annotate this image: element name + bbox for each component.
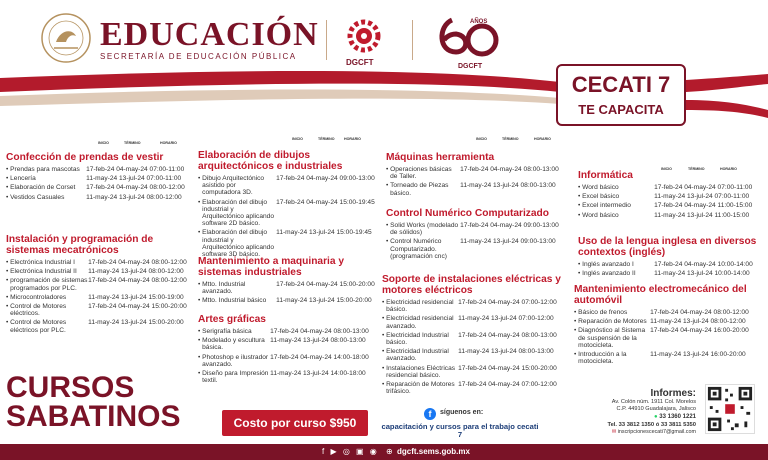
bullet-icon: • (578, 211, 583, 219)
course-dates: 11-may-24 13-jul-24 08:00-12:00 (88, 268, 184, 276)
course-name: Electricidad Industrial avanzado. (386, 348, 449, 363)
course-dates: 11-may-24 13-jul-24 09:00-13:00 (460, 238, 556, 246)
bullet-icon: • (382, 299, 387, 306)
col-header-horario: HORARIO (160, 141, 177, 145)
cursos-sabatinos-title (6, 373, 180, 431)
divider (326, 20, 327, 60)
page-subtitle: SECRETARÍA DE EDUCACIÓN PÚBLICA (100, 52, 297, 61)
course-dates: 17-feb-24 04-may-24 15:00-20:00 (276, 281, 375, 288)
course-dates: 11-may-24 13-jul-24 08:00-12:00 (650, 318, 746, 326)
course-name: Electricidad residencial avanzado. (386, 315, 454, 330)
bullet-icon: • (578, 270, 583, 278)
course-row (574, 327, 764, 349)
course-section (198, 150, 384, 260)
anos-dgcft-label: DGCFT (458, 63, 483, 70)
course-row (6, 319, 196, 333)
col-header-termino: TÉRMINO (502, 137, 519, 141)
course-name: Excel intermedio (582, 202, 631, 210)
course-dates: 11-may-24 13-jul-24 15:00-20:00 (276, 297, 372, 305)
course-row (198, 229, 384, 258)
course-name: Photoshop e ilustrador avanzado. (202, 353, 269, 368)
price-badge: Costo por curso $950 (222, 410, 368, 436)
informes-address-2: C.P. 44910 Guadalajara, Jalisco (616, 406, 696, 412)
globe-icon: ⊕ (386, 447, 393, 456)
course-section (6, 152, 192, 203)
course-dates: 17-feb-24 04-may-24 11:00-15:00 (654, 202, 753, 210)
course-row (382, 332, 572, 346)
section-title: Control Numérico Computarizado (386, 208, 550, 219)
section-title: Soporte de instalaciones eléctricas y motores eléctricos (382, 274, 561, 296)
course-row (6, 277, 196, 291)
course-dates: 11-may-24 13-jul-24 08:00-13:00 (460, 182, 556, 190)
bullet-icon: • (198, 281, 203, 288)
bullet-icon: • (386, 238, 391, 246)
course-name: Inglés avanzado II (582, 270, 636, 278)
section-title: Mantenimiento electromecánico del automóvil (574, 284, 747, 306)
course-name: Electricidad Industrial básico. (386, 331, 449, 347)
bullet-icon: • (574, 318, 579, 326)
course-section (198, 256, 387, 307)
course-dates: 11-may-24 13-jul-24 10:00-14:00 (654, 270, 750, 278)
course-dates: 17-feb-24 04-may-24 07:00-11:00 (654, 184, 753, 191)
course-row (6, 166, 192, 173)
course-name: Electricidad residencial básico. (386, 299, 454, 314)
course-dates: 11-may-24 13-jul-24 08:00-12:00 (86, 193, 182, 201)
col-header-inicio: INICIO (476, 137, 487, 141)
bullet-icon: • (198, 337, 203, 345)
course-row (578, 193, 764, 200)
course-row (382, 365, 572, 379)
footer-url-link[interactable]: dgcft.sems.gob.mx (397, 447, 470, 456)
course-name: Lencería (10, 175, 36, 183)
course-row (6, 268, 196, 275)
course-section (6, 234, 196, 336)
course-name: Control Numérico Computarizado. (programación cnc) (390, 238, 447, 260)
cecati-subtitle: TE CAPACITA (578, 102, 664, 117)
bullet-icon: • (6, 175, 11, 183)
course-section (386, 152, 572, 199)
course-row (386, 238, 572, 260)
dgcft-label: DGCFT (346, 58, 374, 67)
course-row (382, 348, 572, 362)
course-row (382, 315, 572, 329)
bullet-icon: • (198, 229, 203, 237)
informes-title: Informes: (650, 388, 696, 399)
course-name: Mtto. Industrial avanzado. (202, 281, 246, 296)
course-row (6, 194, 192, 201)
course-dates: 11-may-24 13-jul-24 11:00-15:00 (654, 211, 750, 219)
bullet-icon: • (198, 370, 203, 378)
section-title: Elaboración de dibujos arquitectónicos e industriales (198, 150, 343, 172)
course-name: Control de Motores eléctricos. (10, 303, 67, 318)
section-title: Instalación y programación de sistemas mecatrónicos (6, 234, 154, 256)
course-dates: 11-may-24 13-jul-24 08:00-13:00 (458, 348, 554, 356)
facebook-icon[interactable]: f (424, 408, 436, 420)
col-header-inicio: INICIO (292, 137, 303, 141)
course-name: Control de Motores eléctricos por PLC. (10, 319, 67, 334)
course-dates: 17-feb-24 04-may-24 15:00-20:00 (458, 364, 557, 372)
bullet-icon: • (382, 364, 387, 372)
course-row (198, 337, 384, 351)
bullet-icon: • (578, 184, 583, 191)
course-section (574, 284, 764, 367)
course-section (198, 314, 387, 389)
section-title: Confección de prendas de vestir (6, 152, 164, 163)
course-dates: 17-feb-24 04-may-24 07:00-11:00 (86, 166, 185, 173)
bullet-icon: • (574, 309, 579, 316)
course-dates: 11-may-24 13-jul-24 14:00-18:00 (270, 370, 366, 378)
course-row (386, 222, 572, 236)
course-name: Prendas para mascotas (10, 166, 80, 173)
bullet-icon: • (578, 193, 583, 201)
course-name: Instalaciones Eléctricas residencial básico. (386, 364, 456, 379)
bullet-icon: • (6, 268, 11, 276)
col-header-horario: HORARIO (534, 137, 551, 141)
course-dates: 17-feb-24 04-may-24 10:00-14:00 (654, 261, 753, 268)
course-row (6, 175, 192, 182)
course-name: Elaboración del dibujo industrial y Arquitectónico aplicando software 2D básico. (202, 198, 274, 228)
course-row (382, 299, 572, 313)
course-name: Electrónica Industrial II (10, 268, 77, 276)
course-row (382, 381, 572, 395)
course-row (578, 184, 764, 191)
sabatinos-line: SABATINOS (6, 400, 181, 433)
course-dates: 11-may-24 13-jul-24 15:00-19:00 (88, 293, 184, 301)
course-row (198, 370, 384, 384)
course-dates: 11-may-24 13-jul-24 15:00-20:00 (88, 319, 184, 327)
bullet-icon: • (382, 331, 387, 339)
course-dates: 17-feb-24 04-may-24 08:00-12:00 (650, 309, 749, 316)
course-row (198, 328, 384, 335)
footer-social-icons[interactable]: f ▶ ◎ ▣ ◉ (322, 447, 379, 456)
course-name: Modelado y escultura básica. (202, 337, 265, 352)
course-dates: 11-may-24 13-jul-24 08:00-13:00 (270, 337, 366, 345)
course-row (198, 354, 384, 368)
course-dates: 17-feb-24 04-may-24 08:00-12:00 (88, 277, 187, 285)
course-name: Vestidos Casuales (10, 193, 65, 201)
course-row (198, 175, 384, 197)
course-dates: 17-feb-24 04-may-24 09:00-13:00 (460, 222, 559, 229)
bullet-icon: • (198, 297, 203, 305)
siguenos-label: síguenos en: (440, 409, 484, 416)
footer-bar (0, 444, 768, 460)
cecati-title: CECATI 7 (571, 72, 671, 97)
course-name: Reparación de Motores trifásico. (386, 381, 455, 396)
section-title: Informática (578, 170, 633, 181)
course-dates: 11-may-24 13-jul-24 07:00-11:00 (654, 193, 750, 201)
mail-icon: ✉ (611, 429, 617, 435)
informes-phones: Tel. 33 3812 1350 ó 33 3811 5350 (607, 422, 696, 428)
course-name: Word básico (582, 211, 619, 219)
course-name: Básico de frenos (578, 309, 628, 316)
col-header-horario: HORARIO (344, 137, 361, 141)
course-dates: 11-may-24 13-jul-24 07:00-11:00 (86, 175, 182, 183)
course-dates: 11-may-24 13-jul-24 16:00-20:00 (650, 351, 746, 359)
divider (412, 20, 413, 60)
section-title: Artes gráficas (198, 314, 266, 325)
bullet-icon: • (198, 328, 203, 335)
course-row (578, 212, 764, 219)
course-dates: 17-feb-24 04-may-24 07:00-12:00 (458, 381, 557, 389)
course-section (386, 208, 572, 262)
col-header-termino: TÉRMINO (318, 137, 335, 141)
course-row (6, 259, 196, 266)
course-row (198, 199, 384, 228)
col-header-inicio: INICIO (661, 167, 672, 171)
course-name: Excel básico (582, 193, 620, 201)
course-row (386, 182, 572, 196)
whatsapp-icon: ● (654, 414, 658, 420)
course-dates: 17-feb-24 04-may-24 14:00-18:00 (270, 353, 369, 361)
bullet-icon: • (382, 315, 387, 323)
cecati-badge (556, 64, 686, 126)
course-dates: 17-feb-24 04-may-24 16:00-20:00 (650, 327, 749, 335)
course-row (574, 309, 764, 316)
course-name: Elaboración del dibujo industrial y Arquitectónico aplicando software 3D básico. (202, 229, 274, 259)
course-dates: 17-feb-24 04-may-24 08:00-12:00 (86, 184, 185, 192)
course-dates: 17-feb-24 04-may-24 09:00-13:00 (276, 175, 375, 182)
bullet-icon: • (386, 166, 391, 173)
section-title: Mantenimiento a maquinaria y sistemas industriales (198, 256, 345, 278)
section-title: Uso de la lengua inglesa en diversos contextos (inglés) (578, 236, 757, 258)
course-dates: 17-feb-24 04-may-24 15:00-20:00 (88, 303, 187, 311)
course-dates: 17-feb-24 04-may-24 08:00-13:00 (270, 328, 369, 335)
course-dates: 17-feb-24 04-may-24 15:00-19:45 (276, 198, 375, 206)
course-name: programación de sistemas programados por PLC. (10, 277, 88, 292)
course-row (198, 281, 384, 295)
course-name: Word básico (582, 184, 619, 191)
course-row (574, 351, 764, 365)
bullet-icon: • (6, 303, 11, 311)
bullet-icon: • (198, 198, 203, 206)
bullet-icon: • (6, 184, 11, 192)
qr-code (705, 384, 755, 434)
bullet-icon: • (6, 166, 11, 173)
bullet-icon: • (6, 259, 11, 266)
course-name: Diagnóstico al Sistema de suspensión de la motocicleta. (578, 327, 646, 349)
informes-phone-1: 33 1360 1221 (659, 414, 696, 420)
course-row (574, 318, 764, 325)
anos-label: AÑOS (470, 19, 488, 25)
cursos-line: CURSOS (6, 371, 135, 404)
bullet-icon: • (386, 182, 391, 190)
bullet-icon: • (6, 319, 11, 327)
course-name: Solid Works (modelado de sólidos) (390, 222, 459, 237)
course-section (578, 236, 764, 279)
course-dates: 17-feb-24 04-may-24 08:00-13:00 (460, 166, 559, 173)
course-dates: 17-feb-24 04-may-24 08:00-12:00 (88, 259, 187, 266)
informes-email: inscripcionescecati7@gmail.com (617, 429, 696, 435)
informes-address-1: Av. Colón núm. 1911 Col. Morelos (611, 399, 696, 405)
section-title: Máquinas herramienta (386, 152, 495, 163)
course-row (578, 202, 764, 209)
course-name: Diseño para Impresión textil. (202, 370, 269, 385)
bullet-icon: • (574, 327, 579, 335)
course-name: Serigrafía básica (202, 328, 252, 335)
informes-block (556, 388, 696, 436)
course-name: Reparación de Motores (578, 318, 647, 326)
col-header-termino: TÉRMINO (124, 141, 141, 145)
bullet-icon: • (386, 222, 391, 229)
course-row (578, 261, 764, 268)
col-header-inicio: INICIO (98, 141, 109, 145)
facebook-page-link[interactable]: capacitación y cursos para el trabajo cecati 7 (381, 422, 539, 439)
course-dates: 17-feb-24 04-may-24 08:00-13:00 (458, 331, 557, 339)
course-dates: 11-may-24 13-jul-24 15:00-19:45 (276, 229, 372, 237)
course-row (6, 303, 196, 317)
bullet-icon: • (6, 193, 11, 201)
course-section (382, 274, 572, 397)
course-row (6, 184, 192, 191)
bullet-icon: • (6, 277, 11, 285)
course-name: Torneado de Piezas básico. (390, 182, 449, 197)
course-name: Introducción a la motocicleta. (578, 351, 627, 366)
bullet-icon: • (578, 202, 583, 210)
course-row (6, 294, 196, 301)
course-row (198, 297, 387, 306)
course-row (578, 270, 764, 277)
course-name: Elaboración de Corset (10, 184, 76, 192)
col-header-termino: TÉRMINO (688, 167, 705, 171)
course-name: Inglés avanzado I (582, 261, 634, 268)
bullet-icon: • (6, 293, 11, 301)
col-header-horario: HORARIO (720, 167, 737, 171)
bullet-icon: • (198, 353, 203, 361)
course-name: Dibujo Arquitectónico asistido por computadora 3D. (202, 175, 265, 197)
bullet-icon: • (382, 348, 387, 356)
course-row (386, 166, 572, 180)
course-section (578, 170, 764, 221)
course-dates: 11-may-24 13-jul-24 07:00-12:00 (458, 315, 554, 323)
course-name: Mtto. Industrial básico (202, 297, 267, 305)
bullet-icon: • (198, 175, 203, 182)
mexico-seal-icon (38, 12, 94, 64)
course-name: Electrónica Industrial I (10, 259, 76, 266)
bullet-icon: • (382, 381, 387, 389)
bullet-icon: • (574, 351, 579, 359)
course-dates: 17-feb-24 04-may-24 07:00-12:00 (458, 299, 557, 306)
course-name: Microcontroladores (10, 293, 67, 301)
dgcft-gear-icon (344, 16, 384, 56)
page-title: EDUCACIÓN (100, 16, 319, 53)
course-name: Operaciones básicas de Taller. (390, 166, 452, 181)
bullet-icon: • (578, 261, 583, 268)
